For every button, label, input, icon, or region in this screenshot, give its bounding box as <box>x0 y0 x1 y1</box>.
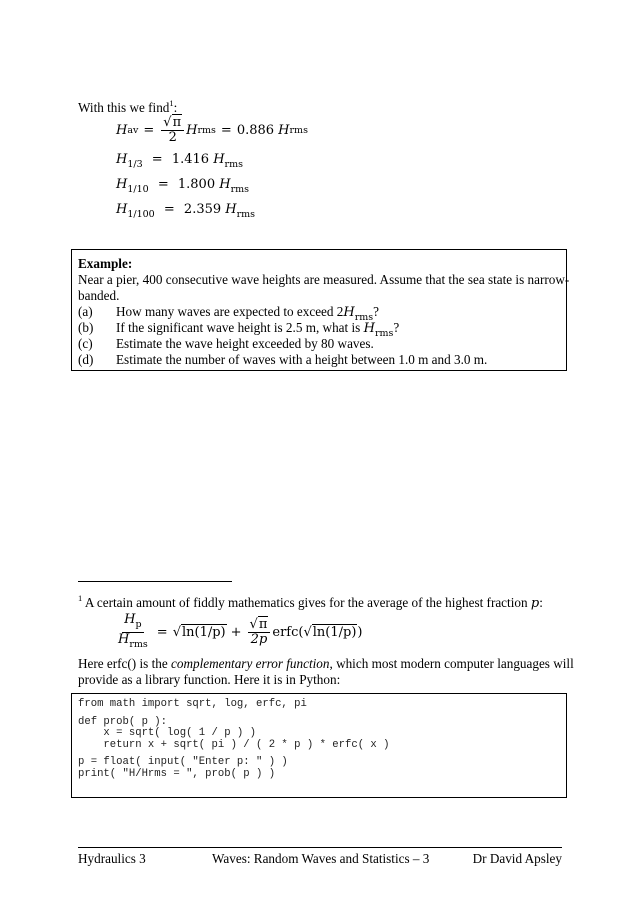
equation-h-tenth: $H_{1/10} = 1.800$ $H_{rms}$ <box>116 177 250 195</box>
eq4-lhs: H <box>116 202 128 217</box>
footer-rule <box>78 847 562 848</box>
sqrt1-arg: ln(1/p) <box>181 624 226 640</box>
hp-num-sub: p <box>135 618 142 630</box>
eq4-value: 2.359 <box>183 202 222 217</box>
item-label: (d) <box>78 352 94 367</box>
footnote-paragraph-line2: provide as a library function. Here it is in Python: <box>78 672 341 687</box>
code-line: p = float( input( "Enter p: " ) ) <box>78 756 288 769</box>
eq1-lhs-sub: av <box>127 124 139 136</box>
footnote-text <box>78 590 543 612</box>
equation-h-av: H av = $\frac{√\pi}{2}$ H rms = 0.886 H rms <box>116 114 308 145</box>
hp-den-sub: rms <box>129 638 148 650</box>
eq3-value: 1.800 <box>177 177 216 192</box>
footnote-number: 1 <box>78 593 83 603</box>
eq2-rhs: H <box>213 152 225 167</box>
frac2-num: π <box>258 616 268 632</box>
sqrt-term-1: √ln(1/p) <box>172 624 226 640</box>
footnote-separator <box>78 581 232 582</box>
item-text: If the significant wave height is 2.5 m, what is <box>116 320 364 335</box>
example-heading: Example: <box>78 256 133 271</box>
sqrt-term-2: √ln(1/p) <box>303 624 357 640</box>
eq2-lhs: H <box>116 152 128 167</box>
code-line: def prob( p ): <box>78 715 168 728</box>
code-block <box>71 693 567 798</box>
item-text: How many waves are expected to exceed 2 <box>116 304 344 319</box>
hp-fraction <box>116 613 150 652</box>
item-var: H <box>363 321 375 336</box>
code-line: return x + sqrt( pi ) / ( 2 * p ) * erfc( x ) <box>78 738 390 751</box>
eq1-den: 2 <box>168 129 177 145</box>
example-body-line2: banded. <box>78 288 120 303</box>
plus-sign: + <box>230 624 242 640</box>
para-pre: Here erfc() is the <box>78 656 171 671</box>
footer-right: Dr David Apsley <box>472 851 562 866</box>
equation-h-hundredth: $H_{1/100} = 2.359$ $H_{rms}$ <box>116 202 256 220</box>
footer-center: Waves: Random Waves and Statistics – 3 <box>212 851 430 866</box>
intro-label: With this we find <box>78 100 170 115</box>
item-var-sub: rms <box>354 312 374 323</box>
code-line: from math import sqrt, log, erfc, pi <box>78 698 307 710</box>
eq3-rhs-sub: rms <box>230 184 250 195</box>
eq3-lhs-sub: 1/10 <box>127 184 149 195</box>
eq-sign: = <box>156 624 168 640</box>
eq4-rhs-sub: rms <box>236 209 256 220</box>
item-post: ? <box>393 320 400 335</box>
item-var: H <box>343 305 355 320</box>
frac2-den: 2p <box>250 631 268 647</box>
item-post: ? <box>373 304 380 319</box>
example-box <box>71 249 570 371</box>
item-label: (c) <box>78 336 93 351</box>
footer-left: Hydraulics 3 <box>78 851 146 866</box>
item-text: Estimate the wave height exceeded by 80 waves. <box>116 336 374 351</box>
footnote-ref: 1 <box>169 98 174 108</box>
eq1-sqrt-arg: π <box>172 114 182 130</box>
item-var-sub: rms <box>374 328 394 339</box>
eq4-lhs-sub: 1/100 <box>127 209 155 220</box>
erfc-label: erfc( <box>272 624 304 640</box>
close-paren: ) <box>357 624 363 640</box>
code-line: print( "H/Hrms = ", prob( p ) ) <box>78 767 276 780</box>
eq2-rhs-sub: rms <box>224 159 243 170</box>
eq1-mid-sub: rms <box>197 124 216 136</box>
footnote-paragraph-line1 <box>78 656 574 672</box>
para-post: , which most modern computer languages will <box>329 656 574 671</box>
eq2-lhs-sub: 1/3 <box>127 159 143 170</box>
item-label: (b) <box>78 320 94 335</box>
intro-colon: : <box>173 100 178 115</box>
footnote-body: A certain amount of fiddly mathematics gives for the average of the highest fraction <box>84 595 531 610</box>
footnote-var: p <box>530 596 540 611</box>
item-label: (a) <box>78 304 93 319</box>
footnote-equation <box>114 612 363 652</box>
sqrt2-arg: ln(1/p) <box>312 624 357 640</box>
eq3-lhs: H <box>116 177 128 192</box>
para-emphasis: complementary error function <box>171 656 330 671</box>
eq3-rhs: H <box>219 177 231 192</box>
hp-num: H <box>124 611 136 627</box>
eq1-rhs-sub: rms <box>289 124 308 136</box>
eq1-lhs: H <box>116 122 128 138</box>
code-line: x = sqrt( log( 1 / p ) ) <box>78 727 257 740</box>
example-item-c <box>78 336 374 352</box>
example-item-d <box>78 352 487 368</box>
code-lines <box>78 699 390 781</box>
eq2-value: 1.416 <box>171 152 210 167</box>
eq1-rhs: H <box>278 122 290 138</box>
eq1-mid: H <box>186 122 198 138</box>
example-body-line1: Near a pier, 400 consecutive wave heights are measured. Assume that the sea state is narrow- <box>78 272 570 287</box>
footnote-colon: : <box>539 595 543 610</box>
hp-den: H <box>118 631 130 647</box>
item-text: Estimate the number of waves with a height between 1.0 m and 3.0 m. <box>116 352 488 367</box>
eq1-value: 0.886 <box>236 122 275 138</box>
eq1-fraction: $\frac{√\pi}{2}$ <box>161 116 184 145</box>
eq4-rhs: H <box>225 202 237 217</box>
equation-h-third: $H_{1/3} = 1.416$ $H_{rms}$ <box>116 152 243 170</box>
pi-fraction: $\frac{√\pi}{2p}$ <box>248 618 271 647</box>
